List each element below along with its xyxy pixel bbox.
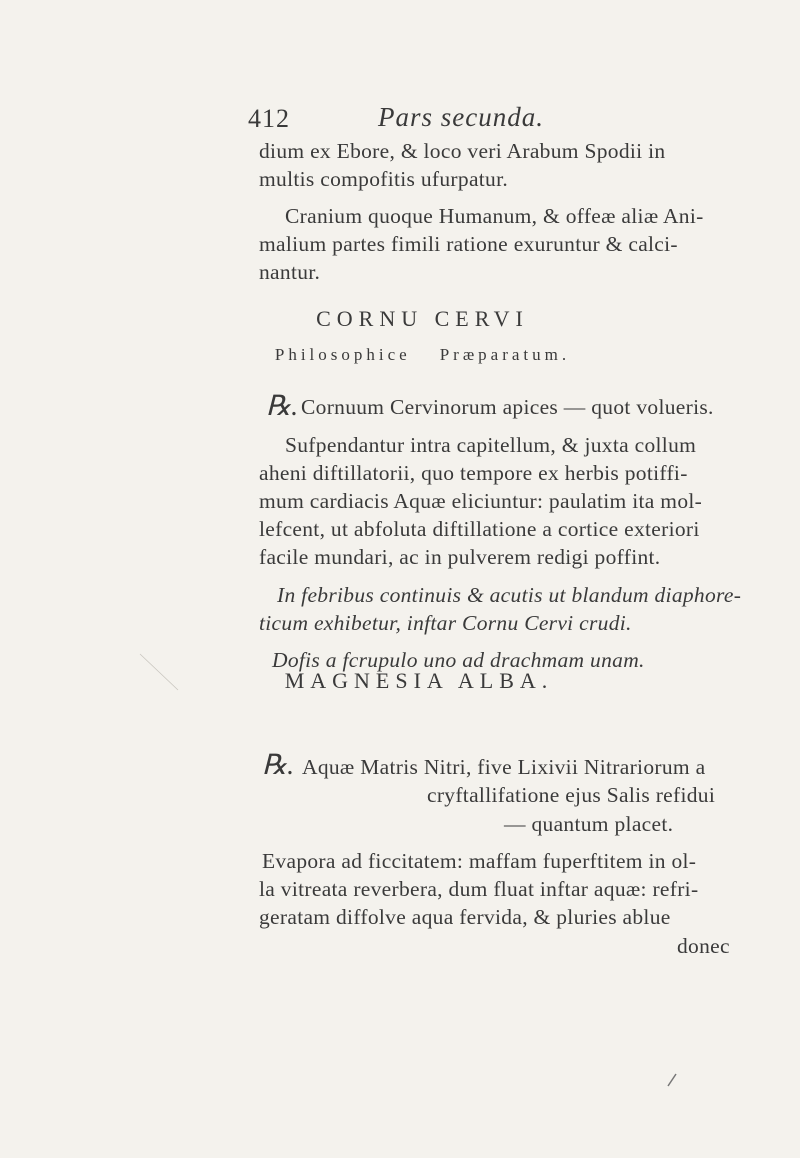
text-line: Sufpendantur intra capitellum, & juxta collum (285, 433, 697, 457)
subtitle-word-praeparatum: Præparatum. (439, 345, 571, 364)
section-title-magnesia-alba: MAGNESIA ALBA. (284, 668, 554, 693)
section-title-cornu-cervi: CORNU CERVI (316, 306, 529, 331)
recipe-symbol: ℞. (262, 750, 295, 781)
text-line: lefcent, ut abfoluta diftillatione a cortice exteriori (259, 517, 700, 541)
recipe-line: Aquæ Matris Nitri, five Lixivii Nitrariorum a (302, 755, 706, 779)
italic-line: In febribus continuis & acutis ut blandum diaphore- (277, 583, 742, 607)
recipe-line: — quantum placet. (504, 812, 674, 836)
text-line: Evapora ad ficcitatem: maffam fuperftitem in ol- (262, 849, 697, 873)
subtitle-word-philosophice: Philosophice (274, 345, 411, 364)
italic-line: ticum exhibetur, inftar Cornu Cervi crudi. (259, 611, 632, 635)
text-line: facile mundari, ac in pulverem redigi poffint. (259, 545, 661, 569)
recipe-line: Cornuum Cervinorum apices — quot volueris. (301, 395, 714, 419)
text-line: malium partes fimili ratione exuruntur & calci- (259, 232, 678, 256)
catchword: donec (677, 934, 730, 958)
text-line: geratam diffolve aqua fervida, & pluries ablue (259, 905, 671, 929)
text-line: dium ex Ebore, & loco veri Arabum Spodii in (259, 139, 666, 163)
text-line: mum cardiacis Aquæ eliciuntur: paulatim ita mol- (259, 489, 703, 513)
running-head: Pars secunda. (378, 102, 544, 132)
dosage-line: Dofis a fcrupulo uno ad drachmam unam. (272, 648, 645, 672)
recipe-symbol: ℞. (266, 391, 299, 422)
page-number: 412 (248, 104, 290, 133)
recipe-line: cryftallifatione ejus Salis refidui (427, 783, 716, 807)
text-line: Cranium quoque Humanum, & offeæ aliæ Ani- (285, 204, 704, 228)
text-line: multis compofitis ufurpatur. (259, 167, 509, 191)
text-line: nantur. (259, 260, 321, 284)
text-line: la vitreata reverbera, dum fluat inftar aquæ: refri- (259, 877, 699, 901)
text-line: aheni diftillatorii, quo tempore ex herbis potiffi- (259, 461, 688, 485)
